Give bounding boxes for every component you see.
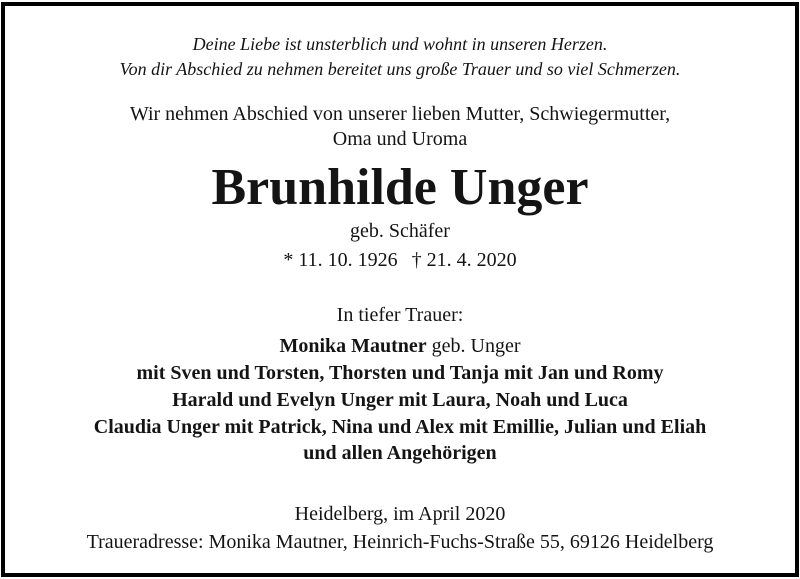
mourner-primary-name: Monika Mautner	[279, 335, 427, 357]
deceased-name: Brunhilde Unger	[211, 159, 589, 216]
mourners-line: und allen Angehörigen	[303, 442, 497, 464]
birth-date: * 11. 10. 1926	[283, 249, 398, 271]
motto-line-1: Deine Liebe ist unsterblich und wohnt in unseren Herzen.	[192, 34, 608, 54]
place-date: Heidelberg, im April 2020	[294, 503, 506, 525]
obituary-notice	[1, 2, 799, 577]
mourners-line: mit Sven und Torsten, Thorsten und Tanja mit Jan und Romy	[136, 362, 664, 384]
motto-line-2: Von dir Abschied zu nehmen bereitet uns große Trauer und so viel Schmerzen.	[119, 59, 681, 79]
mourner-primary-maiden: geb. Unger	[426, 335, 521, 357]
mourners-line: Harald und Evelyn Unger mit Laura, Noah und Luca	[172, 389, 628, 411]
mourners-heading: In tiefer Trauer:	[336, 304, 464, 326]
intro-line-2: Oma und Uroma	[332, 128, 468, 150]
mourners-first-line	[5, 335, 795, 358]
mourning-address: Traueradresse: Monika Mautner, Heinrich-Fuchs-Straße 55, 69126 Heidelberg	[86, 531, 714, 553]
death-date: † 21. 4. 2020	[411, 249, 517, 271]
mourners-line: Claudia Unger mit Patrick, Nina und Alex mit Emillie, Julian und Eliah	[93, 416, 707, 438]
maiden-name: geb. Schäfer	[350, 220, 450, 242]
life-dates	[5, 249, 795, 272]
intro-line-1: Wir nehmen Abschied von unserer lieben Mutter, Schwiegermutter,	[129, 103, 671, 125]
